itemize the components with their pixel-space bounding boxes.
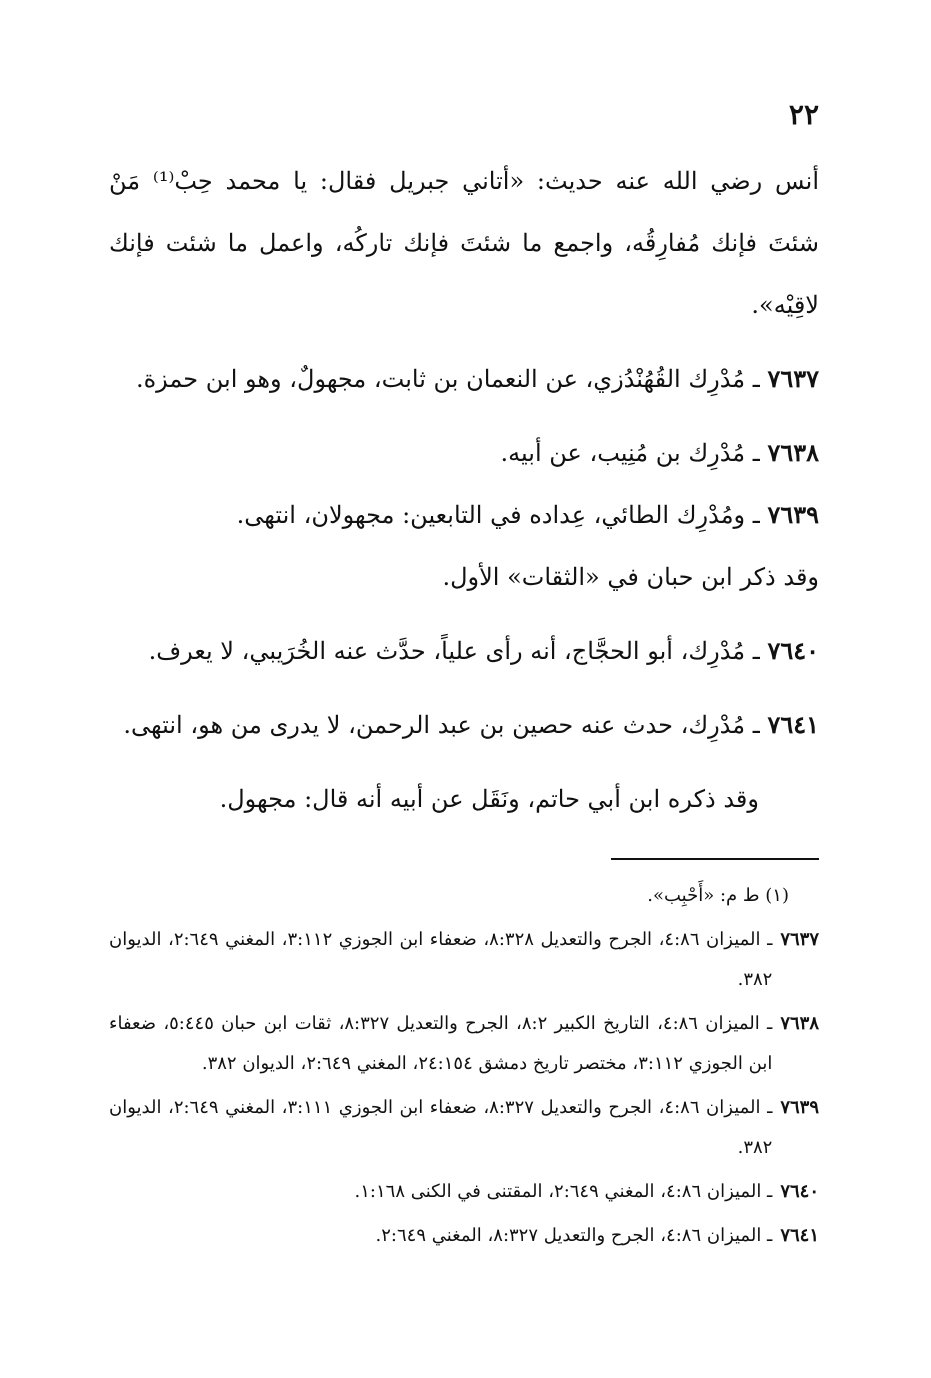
entry-7637 (109, 348, 819, 410)
entry-text: ـ مُدْرِك القُهُنْدُزي، عن النعمان بن ثابت، مجهولٌ، وهو ابن حمزة. (135, 365, 768, 393)
entry-number: ٧٦٣٧ (767, 364, 819, 393)
entry-text: ـ مُدْرِك، حدث عنه حصين بن عبد الرحمن، لا يدرى من هو، انتهى. (123, 711, 768, 739)
source-note-number: ٧٦٣٧ (780, 929, 819, 950)
entry-7641 (109, 694, 819, 756)
main-text (109, 150, 819, 830)
source-note-number: ٧٦٤١ (780, 1225, 819, 1246)
entry-7640 (109, 620, 819, 682)
source-note-7639 (109, 1088, 819, 1168)
source-note-7641 (109, 1216, 819, 1256)
entry-text: ـ مُدْرِك، أبو الحجَّاج، أنه رأى علياً، حدَّث عنه الخُرَيبي، لا يعرف. (148, 637, 768, 665)
source-note-7637 (109, 920, 819, 1000)
footnote-divider (611, 858, 819, 860)
source-note-text: ـ الميزان ٤:٨٦، التاريخ الكبير ٨:٢، الجرح والتعديل ٨:٣٢٧، ثقات ابن حبان ٥:٤٤٥، ضعفاء ابن الجوزي ٣:١١٢، مختصر تاريخ دمشق ٢٤:١٥٤، المغني ٢:٦٤٩، الديوان ٣٨٢. (109, 1013, 773, 1074)
paragraph-note-7641: وقد ذكره ابن أبي حاتم، ونَقَل عن أبيه أنه قال: مجهول. (219, 785, 759, 813)
footnote-1: (١) ط م: «أَحْبِب». (647, 885, 789, 906)
source-note-text: ـ الميزان ٤:٨٦، الجرح والتعديل ٨:٣٢٧، ضعفاء ابن الجوزي ٣:١١١، المغني ٢:٦٤٩، الديوان ٣٨٢. (109, 1097, 773, 1158)
source-note-number: ٧٦٣٩ (780, 1097, 819, 1118)
source-note-text: ـ الميزان ٤:٨٦، الجرح والتعديل ٨:٣٢٨، ضعفاء ابن الجوزي ٣:١١٢، المغني ٢:٦٤٩، الديوان ٣٨٢. (109, 929, 773, 990)
paragraph-hadith: أنس رضي الله عنه حديث: «أتاني جبريل فقال: يا محمد حِبْ⁽¹⁾ مَنْ شئتَ فإنك مُفارِقُه، واجمع ما شئتَ فإنك تاركُه، واعمل ما شئت فإنك لاقِيْه». (109, 167, 819, 319)
entry-number: ٧٦٣٨ (767, 438, 819, 467)
entry-number: ٧٦٤١ (767, 710, 819, 739)
entry-number: ٧٦٣٩ (767, 500, 819, 529)
source-note-text: ـ الميزان ٤:٨٦، الجرح والتعديل ٨:٣٢٧، المغني ٢:٦٤٩. (375, 1225, 773, 1246)
entry-text: ـ ومُدْرِك الطائي، عِداده في التابعين: مجهولان، انتهى. (236, 501, 768, 529)
footnotes (109, 876, 819, 1256)
source-note-text: ـ الميزان ٤:٨٦، المغني ٢:٦٤٩، المقتنى في الكنى ١:١٦٨. (354, 1181, 773, 1202)
source-note-number: ٧٦٤٠ (780, 1181, 819, 1202)
page-number: ٢٢ (788, 98, 819, 131)
source-note-7638 (109, 1004, 819, 1084)
source-note-number: ٧٦٣٨ (780, 1013, 819, 1034)
paragraph-note-7639: وقد ذكر ابن حبان في «الثقات» الأول. (442, 563, 819, 591)
source-note-7640 (109, 1172, 819, 1212)
entry-text: ـ مُدْرِك بن مُنِيب، عن أبيه. (500, 439, 768, 467)
entry-7639 (109, 484, 819, 546)
entry-number: ٧٦٤٠ (767, 636, 819, 665)
entry-7638 (109, 422, 819, 484)
